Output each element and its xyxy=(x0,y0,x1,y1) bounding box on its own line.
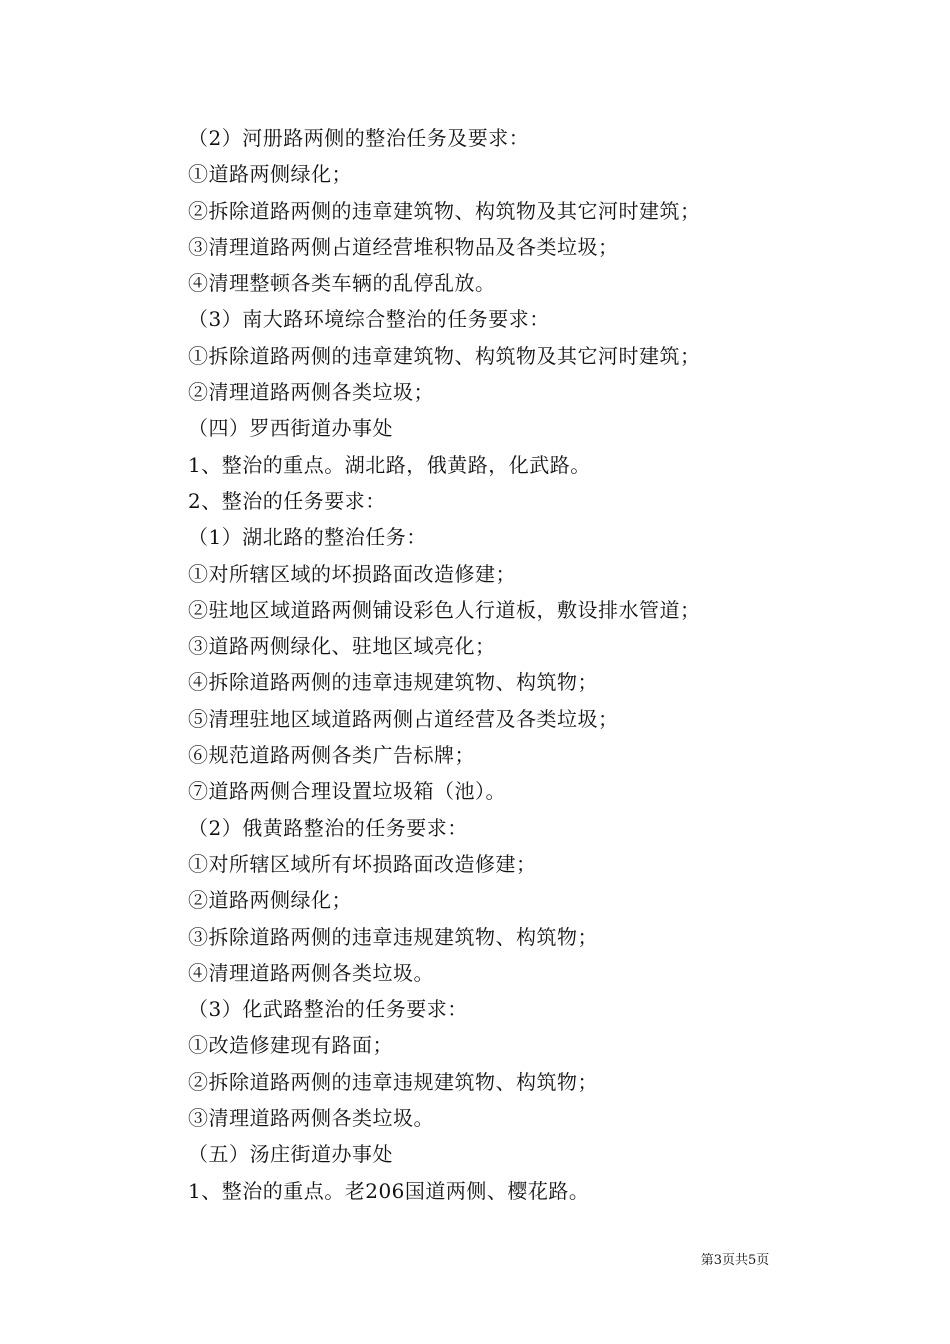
text-line: ②清理道路两侧各类垃圾； xyxy=(188,380,434,405)
text-line: （2）俄黄路整治的任务要求： xyxy=(188,815,468,840)
text-line: ①拆除道路两侧的违章建筑物、构筑物及其它河时建筑； xyxy=(188,343,701,368)
text-line: 2、整治的任务要求： xyxy=(188,488,386,513)
text-line: ①对所辖区域所有坏损路面改造修建； xyxy=(188,851,537,876)
text-line: ②驻地区域道路两侧铺设彩色人行道板，敷设排水管道； xyxy=(188,597,701,622)
text-line: ④拆除道路两侧的违章违规建筑物、构筑物； xyxy=(188,670,598,695)
text-line: （1）湖北路的整治任务： xyxy=(188,525,427,550)
text-line: ⑦道路两侧合理设置垃圾箱（池）。 xyxy=(188,779,506,804)
text-line: ⑥规范道路两侧各类广告标牌； xyxy=(188,743,475,768)
text-line: ③清理道路两侧占道经营堆积物品及各类垃圾； xyxy=(188,234,619,259)
page-footer xyxy=(0,1249,950,1268)
text-line: ①道路两侧绿化； xyxy=(188,162,352,187)
text-line: ④清理道路两侧各类垃圾。 xyxy=(188,960,434,985)
text-line: ⑤清理驻地区域道路两侧占道经营及各类垃圾； xyxy=(188,706,619,731)
page-number: 第3页共5页 xyxy=(700,1253,770,1268)
text-line: ③清理道路两侧各类垃圾。 xyxy=(188,1106,434,1131)
text-line: ②拆除道路两侧的违章违规建筑物、构筑物； xyxy=(188,1069,598,1094)
text-line: ②拆除道路两侧的违章建筑物、构筑物及其它河时建筑； xyxy=(188,198,701,223)
text-line: ③道路两侧绿化、驻地区域亮化； xyxy=(188,634,496,659)
text-line: （3）南大路环境综合整治的任务要求： xyxy=(188,307,550,332)
text-line: 1、整治的重点。湖北路，俄黄路，化武路。 xyxy=(188,452,591,477)
text-line: ④清理整顿各类车辆的乱停乱放。 xyxy=(188,271,496,296)
document-body xyxy=(188,120,888,1209)
text-line: ①改造修建现有路面； xyxy=(188,1033,393,1058)
text-line: ①对所辖区域的坏损路面改造修建； xyxy=(188,561,516,586)
text-line: 1、整治的重点。老206国道两侧、樱花路。 xyxy=(188,1178,590,1203)
text-line: ②道路两侧绿化； xyxy=(188,888,352,913)
text-line: （3）化武路整治的任务要求： xyxy=(188,997,468,1022)
section-heading: （五）汤庄街道办事处 xyxy=(188,1142,393,1167)
section-heading: （四）罗西街道办事处 xyxy=(188,416,393,441)
text-line: （2）河册路两侧的整治任务及要求： xyxy=(188,126,530,150)
text-line: ③拆除道路两侧的违章违规建筑物、构筑物； xyxy=(188,924,598,949)
